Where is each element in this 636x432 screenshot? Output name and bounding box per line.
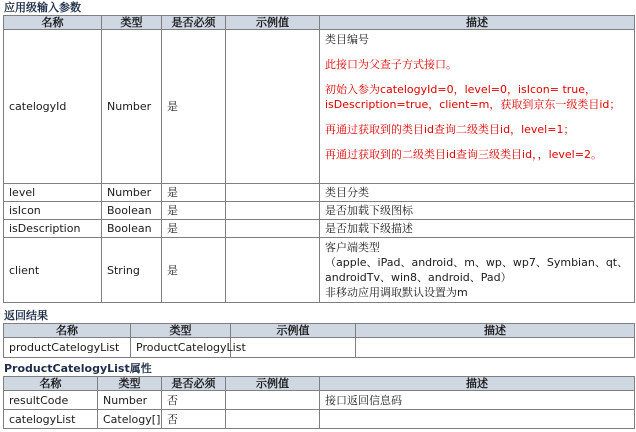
desc-line: 此接口为父查子方式接口。 [325, 58, 457, 71]
table-header-row [4, 324, 635, 338]
param-type: Boolean [102, 220, 162, 238]
table-row [4, 220, 635, 238]
attr-example [226, 391, 320, 410]
param-description [320, 238, 635, 303]
param-required: 是 [162, 184, 226, 202]
param-name: client [4, 238, 102, 303]
param-example [226, 220, 320, 238]
result-type: ProductCatelogyList [131, 338, 231, 358]
attr-type: Catelogy[] [98, 410, 162, 429]
header-description: 描述 [356, 324, 635, 338]
table-header-row [4, 16, 635, 30]
section-title-return-result: 返回结果 [4, 309, 48, 322]
table-row [4, 410, 635, 429]
param-description: 类目分类 [320, 184, 635, 202]
param-example [226, 30, 320, 184]
desc-line: 再通过获取到的二级类目id查询三级类目id，，level=2。 [325, 148, 602, 161]
param-name: isIcon [4, 202, 102, 220]
attr-name: resultCode [4, 391, 98, 410]
header-name: 名称 [4, 377, 98, 391]
param-required: 是 [162, 30, 226, 184]
table-row [4, 202, 635, 220]
result-example [231, 338, 356, 358]
header-required: 是否必须 [162, 377, 226, 391]
header-type: 类型 [131, 324, 231, 338]
header-name: 名称 [4, 324, 131, 338]
table-row [4, 184, 635, 202]
param-example [226, 202, 320, 220]
param-type: Number [102, 30, 162, 184]
param-description: 是否加载下级图标 [320, 202, 635, 220]
result-description [356, 338, 635, 358]
table-row [4, 338, 635, 358]
param-description: 是否加载下级描述 [320, 220, 635, 238]
header-description: 描述 [320, 16, 635, 30]
header-description: 描述 [320, 377, 635, 391]
desc-line: 类目编号 [325, 33, 369, 46]
section-title-productcatelogylist: ProductCatelogyList属性 [4, 362, 152, 375]
attr-description [320, 410, 635, 429]
header-example: 示例值 [231, 324, 356, 338]
header-example: 示例值 [226, 16, 320, 30]
param-name: level [4, 184, 102, 202]
param-name: catelogyId [4, 30, 102, 184]
param-description [320, 30, 635, 184]
header-name: 名称 [4, 16, 102, 30]
table-header-row [4, 377, 635, 391]
header-example: 示例值 [226, 377, 320, 391]
section-title-input-params: 应用级输入参数 [4, 1, 81, 14]
desc-line: 初始入参为catelogyId=0，level=0，isIcon= true，isDescription=true，client=m，获取到京东一级类目id； [325, 83, 621, 111]
result-name: productCatelogyList [4, 338, 131, 358]
desc-line: 再通过获取到的类目id查询二级类目id，level=1； [325, 123, 575, 136]
param-name: isDescription [4, 220, 102, 238]
param-example [226, 238, 320, 303]
header-type: 类型 [102, 16, 162, 30]
attr-name: catelogyList [4, 410, 98, 429]
header-type: 类型 [98, 377, 162, 391]
return-result-table [3, 323, 635, 358]
param-type: Number [102, 184, 162, 202]
table-row [4, 30, 635, 184]
attr-required: 否 [162, 391, 226, 410]
desc-line: 客户端类型 [325, 241, 380, 254]
desc-line: （apple、iPad、android、m、wp、wp7、Symbian、qt、androidTv、win8、android、Pad） [325, 256, 629, 284]
attr-description: 接口返回信息码 [320, 391, 635, 410]
productcatelogylist-table [3, 376, 635, 429]
attr-type: Number [98, 391, 162, 410]
attr-example [226, 410, 320, 429]
param-type: String [102, 238, 162, 303]
param-required: 是 [162, 220, 226, 238]
desc-line: 非移动应用调取默认设置为m [325, 286, 468, 299]
header-required: 是否必须 [162, 16, 226, 30]
input-params-table [3, 15, 635, 303]
table-row [4, 391, 635, 410]
param-type: Boolean [102, 202, 162, 220]
param-example [226, 184, 320, 202]
param-required: 是 [162, 202, 226, 220]
param-required: 是 [162, 238, 226, 303]
table-row [4, 238, 635, 303]
attr-required: 否 [162, 410, 226, 429]
